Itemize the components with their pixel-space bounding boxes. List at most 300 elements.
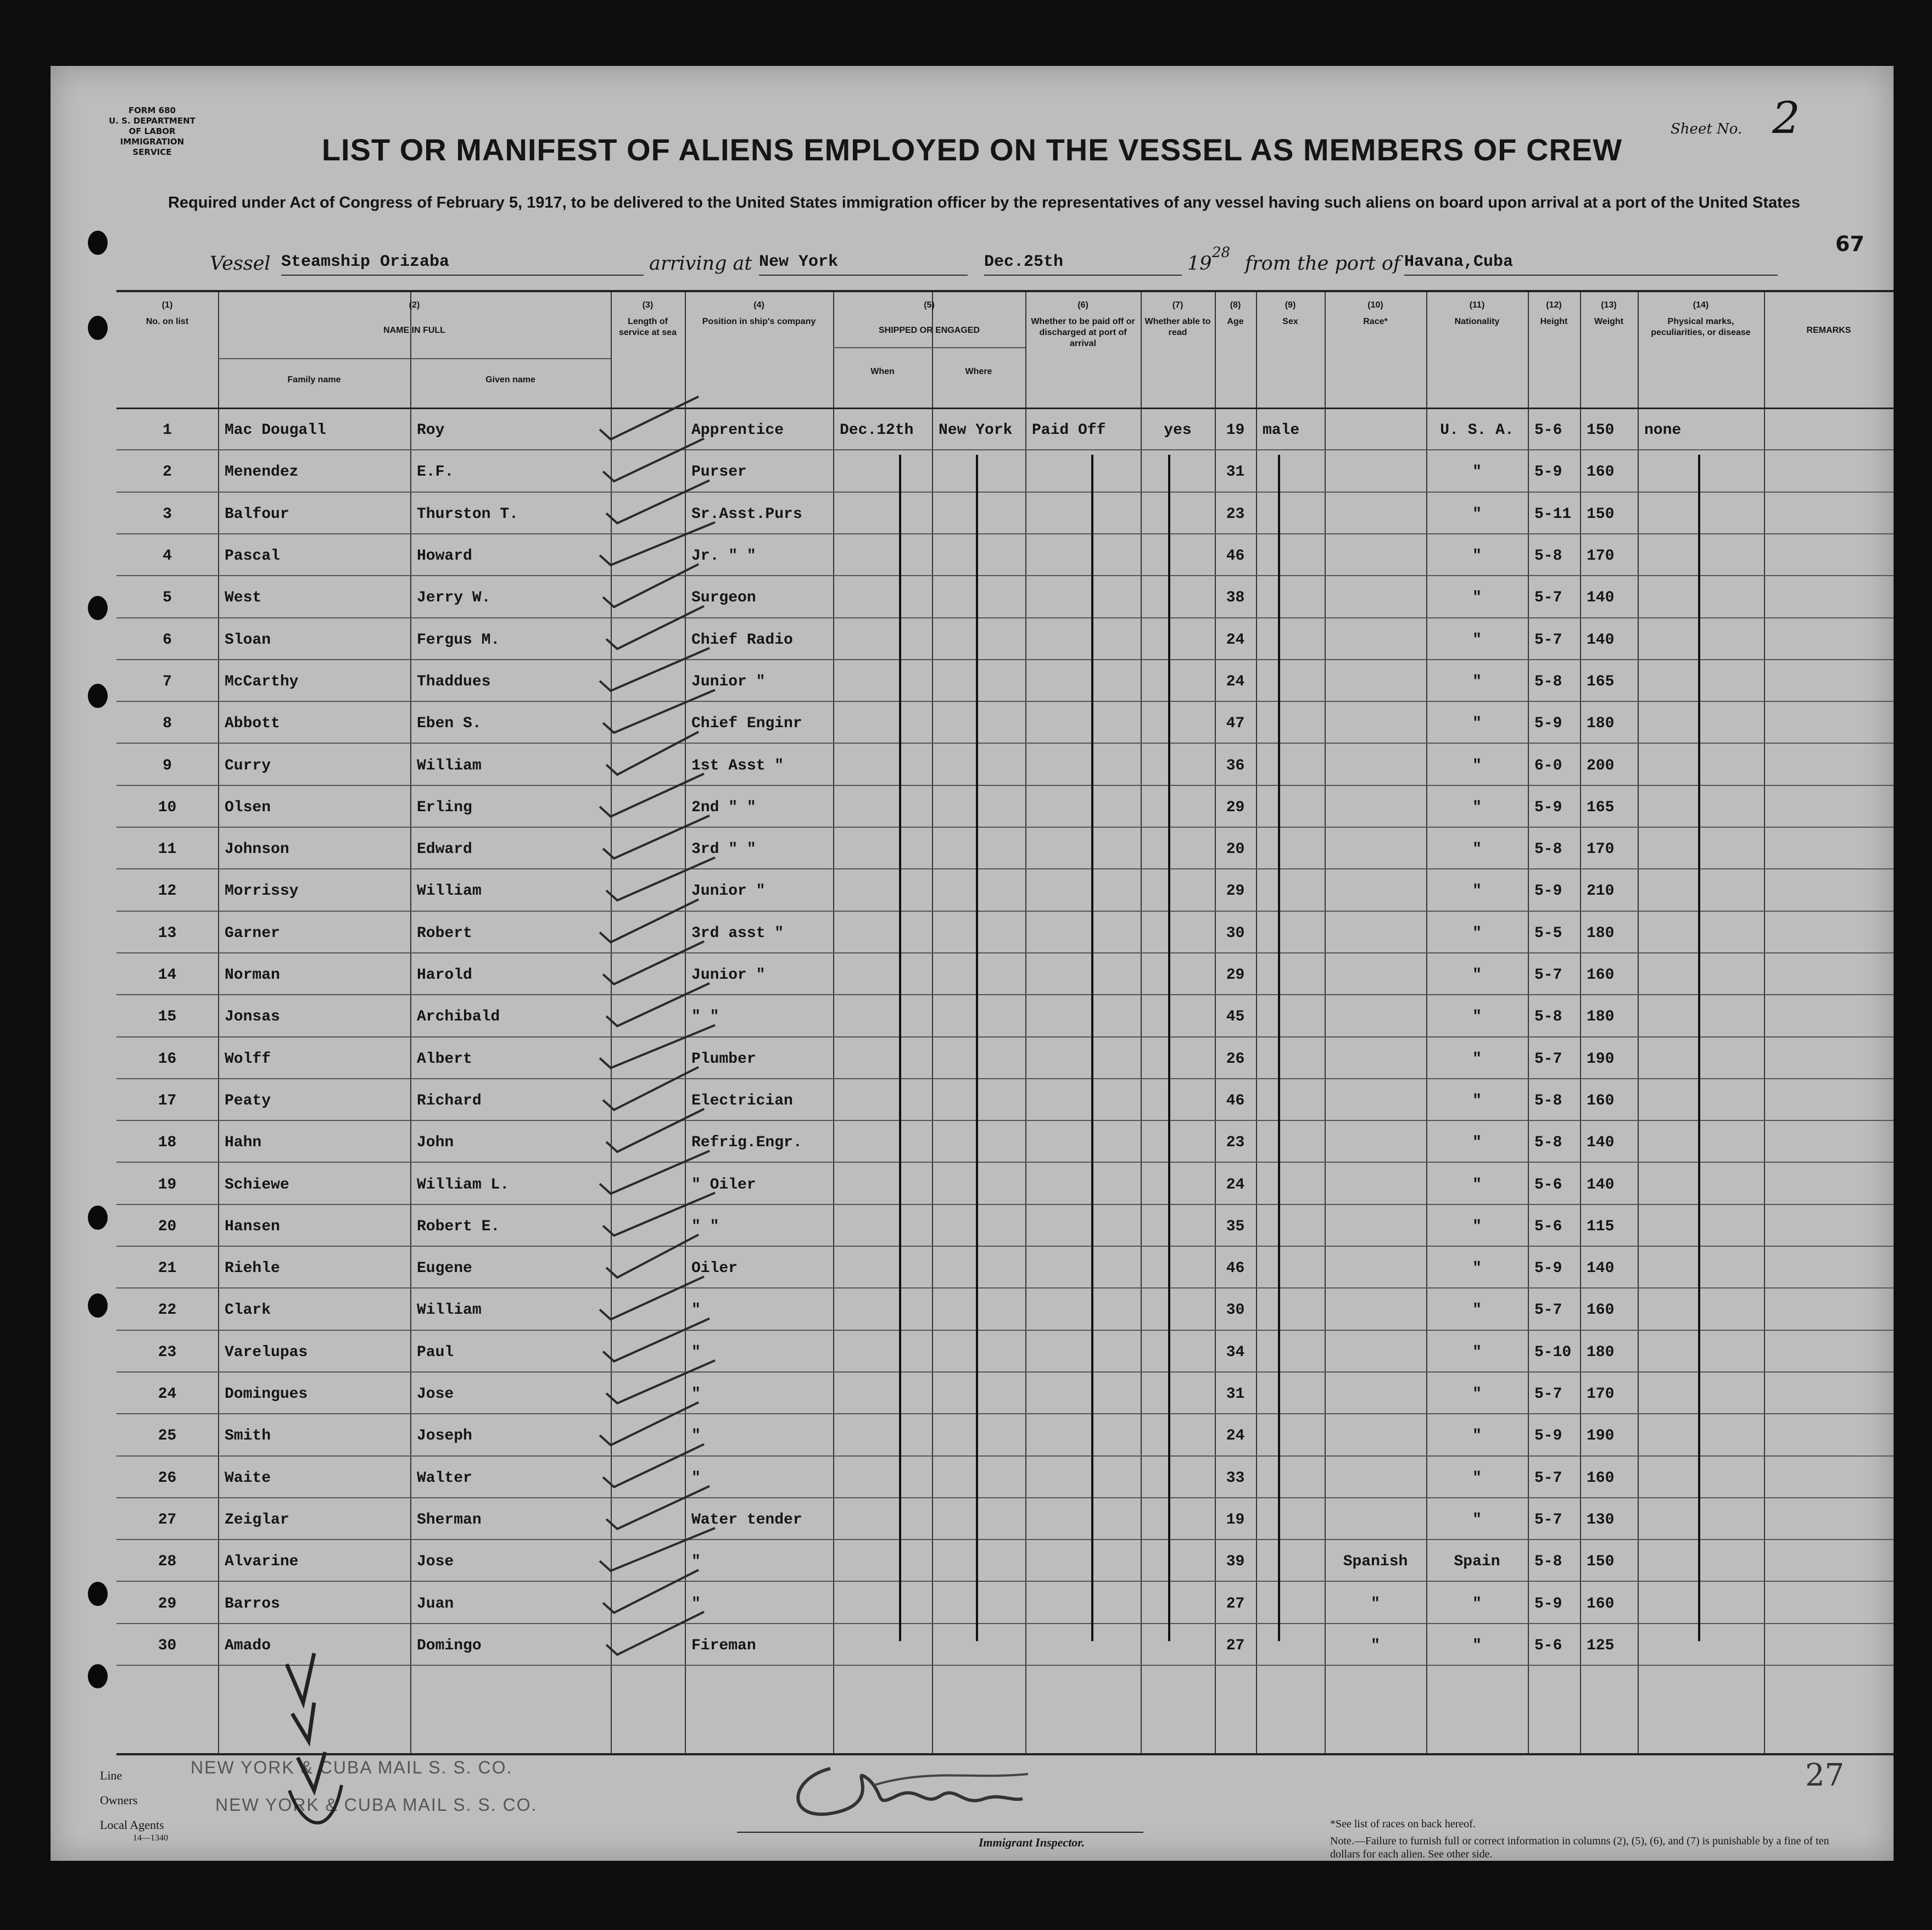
table-row <box>116 1248 1894 1290</box>
cell-age: 29 <box>1226 883 1245 900</box>
tick-mark <box>606 983 710 1026</box>
cell-no: 14 <box>158 967 177 984</box>
form-code: 14—1340 <box>133 1833 168 1843</box>
cell-given: Howard <box>417 548 472 565</box>
cell-nationality: Spain <box>1454 1553 1500 1571</box>
cell-height: 5-11 <box>1534 505 1572 523</box>
owners-stamp: NEW YORK & CUBA MAIL S. S. CO. <box>215 1795 538 1815</box>
cell-height: 5-6 <box>1534 422 1562 439</box>
cell-age: 24 <box>1226 673 1245 690</box>
column-number-c2: (2) <box>409 300 420 310</box>
tick-mark <box>606 1109 704 1152</box>
cell-no: 17 <box>158 1092 177 1109</box>
column-subheader-c5a: When <box>870 367 895 376</box>
cell-no: 10 <box>158 799 177 816</box>
cell-given: Albert <box>417 1050 472 1068</box>
cell-family: Amado <box>225 1637 271 1654</box>
tick-mark <box>603 1444 704 1487</box>
table-row <box>116 1415 1894 1457</box>
cell-weight: 200 <box>1587 757 1615 774</box>
cell-no: 6 <box>163 631 172 649</box>
cell-given: Richard <box>417 1092 482 1109</box>
cell-family: Johnson <box>225 841 289 858</box>
vessel-name: Steamship Orizaba <box>281 253 644 276</box>
cell-nationality: " <box>1472 1050 1482 1068</box>
cell-nationality: " <box>1472 924 1482 942</box>
table-row <box>116 996 1894 1038</box>
column-number-c9: (9) <box>1285 300 1296 310</box>
cell-age: 30 <box>1226 924 1245 942</box>
cell-nationality: " <box>1472 1343 1482 1361</box>
cell-weight: 140 <box>1587 589 1615 607</box>
cell-given: Edward <box>417 841 472 858</box>
cell-nationality: " <box>1472 548 1482 565</box>
cell-no: 4 <box>163 548 172 565</box>
cell-age: 31 <box>1226 464 1245 481</box>
cell-family: Pascal <box>225 548 280 565</box>
cell-no: 30 <box>158 1637 177 1654</box>
cell-height: 5-9 <box>1534 1260 1562 1278</box>
tick-mark <box>603 941 704 984</box>
cell-family: Norman <box>225 967 280 984</box>
cell-weight: 165 <box>1587 673 1615 690</box>
cell-no: 24 <box>158 1386 177 1403</box>
ditto-mark-line <box>1168 455 1170 1641</box>
cell-age: 29 <box>1226 799 1245 816</box>
cell-given: Thaddues <box>417 673 491 690</box>
column-subheader-c5b: Where <box>965 367 992 376</box>
table-row <box>116 451 1894 493</box>
cell-read: yes <box>1164 422 1192 439</box>
cell-no: 9 <box>163 757 172 774</box>
cell-no: 22 <box>158 1302 177 1319</box>
column-header-c12: Height <box>1540 317 1568 326</box>
tick-mark <box>603 1570 699 1613</box>
column-subheader-c2b: Given name <box>485 375 535 384</box>
table-row <box>116 703 1894 745</box>
cell-height: 5-8 <box>1534 1134 1562 1152</box>
year-suffix: 28 <box>1212 244 1231 261</box>
table-row <box>116 1499 1894 1541</box>
cell-age: 23 <box>1226 1134 1245 1152</box>
cell-age: 46 <box>1226 1092 1245 1109</box>
cell-nationality: " <box>1472 1302 1482 1319</box>
cell-weight: 150 <box>1587 505 1615 523</box>
cell-given: Paul <box>417 1343 454 1361</box>
tick-mark <box>603 564 699 607</box>
arrival-port: New York <box>759 253 968 276</box>
tick-mark <box>606 857 715 900</box>
cell-weight: 160 <box>1587 1595 1615 1613</box>
tick-mark <box>603 1067 699 1110</box>
cell-nationality: U. S. A. <box>1440 422 1514 439</box>
column-number-c12: (12) <box>1546 300 1562 310</box>
cell-weight: 170 <box>1587 548 1615 565</box>
cell-weight: 140 <box>1587 1260 1615 1278</box>
cell-no: 27 <box>158 1511 177 1529</box>
cell-nationality: " <box>1472 715 1482 733</box>
cell-weight: 160 <box>1587 1469 1615 1487</box>
cell-no: 2 <box>163 464 172 481</box>
tick-mark <box>606 1486 710 1529</box>
cell-height: 5-7 <box>1534 589 1562 607</box>
cell-family: Varelupas <box>225 1343 308 1361</box>
cell-nationality: " <box>1472 757 1482 774</box>
cell-given: Jose <box>417 1553 454 1571</box>
cell-family: Balfour <box>225 505 289 523</box>
cell-family: Riehle <box>225 1260 280 1278</box>
cell-age: 20 <box>1226 841 1245 858</box>
page-title: LIST OR MANIFEST OF ALIENS EMPLOYED ON THE VESSEL AS MEMBERS OF CREW <box>321 132 1623 167</box>
cell-family: Menendez <box>225 464 299 481</box>
tick-mark <box>606 1235 699 1278</box>
cell-weight: 150 <box>1587 1553 1615 1571</box>
cell-age: 39 <box>1226 1553 1245 1571</box>
cell-height: 5-8 <box>1534 841 1562 858</box>
cell-no: 12 <box>158 883 177 900</box>
cell-given: Juan <box>417 1595 454 1613</box>
cell-age: 35 <box>1226 1218 1245 1235</box>
arrival-date: Dec.25th <box>984 253 1182 276</box>
name-subheader-divider <box>218 358 611 359</box>
cell-no: 20 <box>158 1218 177 1235</box>
cell-age: 24 <box>1226 1427 1245 1445</box>
cell-position: " <box>691 1343 701 1361</box>
cell-family: Wolff <box>225 1050 271 1068</box>
table-row <box>116 1583 1894 1625</box>
cell-age: 30 <box>1226 1302 1245 1319</box>
cell-position: Jr. " " <box>691 548 756 565</box>
cell-family: Morrissy <box>225 883 299 900</box>
cell-age: 36 <box>1226 757 1245 774</box>
cell-no: 7 <box>163 673 172 690</box>
cell-given: Jose <box>417 1386 454 1403</box>
cell-age: 46 <box>1226 1260 1245 1278</box>
year-prefix: 19 <box>1187 253 1212 275</box>
cell-weight: 125 <box>1587 1637 1615 1654</box>
cell-height: 5-6 <box>1534 1218 1562 1235</box>
inspector-signature <box>764 1747 1072 1829</box>
cell-position: 1st Asst " <box>691 757 784 774</box>
cell-where: New York <box>939 422 1013 439</box>
cell-given: Archibald <box>417 1008 500 1026</box>
cell-given: Joseph <box>417 1427 472 1445</box>
line-stamp: NEW YORK & CUBA MAIL S. S. CO. <box>191 1758 513 1777</box>
inspector-label: Immigrant Inspector. <box>979 1836 1085 1849</box>
cell-nationality: " <box>1472 464 1482 481</box>
table-row <box>116 620 1894 661</box>
column-header-c14: Physical marks, peculiarities, or disease <box>1651 317 1751 337</box>
cell-given: Walter <box>417 1469 472 1487</box>
cell-nationality: " <box>1472 631 1482 649</box>
cell-given: Roy <box>417 422 445 439</box>
cell-family: Abbott <box>225 715 280 733</box>
cell-height: 5-5 <box>1534 924 1562 942</box>
cell-no: 21 <box>158 1260 177 1278</box>
cell-height: 5-7 <box>1534 967 1562 984</box>
cell-position: " Oiler <box>691 1176 756 1193</box>
cell-no: 1 <box>163 422 172 439</box>
cell-nationality: " <box>1472 1260 1482 1278</box>
punch-hole <box>88 1206 108 1230</box>
column-number-c3: (3) <box>642 300 654 310</box>
cell-position: " <box>691 1595 701 1613</box>
cell-nationality: " <box>1472 673 1482 690</box>
cell-race: Spanish <box>1343 1553 1408 1571</box>
cell-height: 6-0 <box>1534 757 1562 774</box>
column-header-c8: Age <box>1227 317 1244 326</box>
cell-weight: 115 <box>1587 1218 1615 1235</box>
cell-marks: none <box>1644 422 1682 439</box>
column-header-c10: Race* <box>1363 317 1388 326</box>
cell-family: Peaty <box>225 1092 271 1109</box>
cell-nationality: " <box>1472 1008 1482 1026</box>
ditto-mark-line <box>976 455 978 1641</box>
cell-position: " <box>691 1553 701 1571</box>
cell-position: Water tender <box>691 1511 802 1529</box>
page-subtitle: Required under Act of Congress of February 5, 1917, to be delivered to the United States immigration officer by the representatives of any vessel having such aliens on board upon arrival at a port of the United States <box>167 194 1801 211</box>
cell-given: Thurston T. <box>417 505 518 523</box>
cell-nationality: " <box>1472 883 1482 900</box>
cell-nationality: " <box>1472 1092 1482 1109</box>
cell-height: 5-8 <box>1534 1553 1562 1571</box>
cell-no: 23 <box>158 1343 177 1361</box>
tick-mark <box>600 397 699 439</box>
cell-nationality: " <box>1472 505 1482 523</box>
cell-position: " " <box>691 1008 719 1026</box>
table-row <box>116 955 1894 996</box>
column-number-c5: (5) <box>924 300 935 310</box>
tick-mark <box>600 1276 704 1319</box>
ditto-mark-line <box>1698 455 1700 1641</box>
cell-weight: 130 <box>1587 1511 1615 1529</box>
cell-position: Sr.Asst.Purs <box>691 505 802 523</box>
punch-hole <box>88 231 108 255</box>
tick-mark <box>606 1360 715 1403</box>
cell-height: 5-7 <box>1534 631 1562 649</box>
cell-family: Curry <box>225 757 271 774</box>
table-row <box>116 1625 1894 1667</box>
cell-no: 18 <box>158 1134 177 1152</box>
cell-height: 5-8 <box>1534 673 1562 690</box>
column-header-c1: No. on list <box>146 317 189 326</box>
cell-no: 11 <box>158 841 177 858</box>
cell-family: Hansen <box>225 1218 280 1235</box>
manifest-table <box>116 290 1894 1755</box>
tick-mark <box>603 1193 715 1236</box>
cell-position: Oiler <box>691 1260 738 1278</box>
races-note: *See list of races on back hereof. <box>1330 1818 1476 1830</box>
page-number: 67 <box>1835 232 1864 256</box>
cell-given: Jerry W. <box>417 589 491 607</box>
cell-weight: 160 <box>1587 967 1615 984</box>
ditto-mark-line <box>1278 455 1280 1641</box>
cell-family: Olsen <box>225 799 271 816</box>
table-row <box>116 913 1894 955</box>
arriving-label: arriving at <box>649 253 752 275</box>
cell-height: 5-7 <box>1534 1050 1562 1068</box>
table-row <box>116 1164 1894 1206</box>
cell-age: 29 <box>1226 967 1245 984</box>
column-number-c7: (7) <box>1172 300 1183 310</box>
cell-given: Robert E. <box>417 1218 500 1235</box>
tick-mark <box>600 774 704 817</box>
column-header-c6: Whether to be paid off or discharged at port of arrival <box>1031 317 1135 348</box>
cell-family: Schiewe <box>225 1176 289 1193</box>
sheet-label: Sheet No. <box>1671 121 1743 137</box>
cell-family: Clark <box>225 1302 271 1319</box>
table-row <box>116 1541 1894 1583</box>
column-number-c14: (14) <box>1693 300 1709 310</box>
column-header-c9: Sex <box>1282 317 1298 326</box>
tick-mark <box>606 1612 704 1655</box>
punch-hole <box>88 684 108 708</box>
column-header-c4: Position in ship's company <box>702 317 816 326</box>
cell-age: 23 <box>1226 505 1245 523</box>
cell-height: 5-8 <box>1534 1008 1562 1026</box>
sheet-number: 2 <box>1772 92 1800 143</box>
cell-family: Sloan <box>225 631 271 649</box>
column-header-c11: Nationality <box>1454 317 1500 326</box>
cell-position: 3rd asst " <box>691 924 784 942</box>
table-row <box>116 494 1894 536</box>
cell-age: 33 <box>1226 1469 1245 1487</box>
cell-given: Sherman <box>417 1511 482 1529</box>
form-id: FORM 680 U. S. DEPARTMENT OF LABOR IMMIGRATION SERVICE <box>109 105 196 157</box>
cell-given: Eben S. <box>417 715 482 733</box>
column-header-c2: NAME IN FULL <box>383 326 445 335</box>
tick-mark <box>600 1025 715 1068</box>
cell-position: Chief Radio <box>691 631 793 649</box>
cell-family: West <box>225 589 262 607</box>
cell-given: William L. <box>417 1176 510 1193</box>
tick-mark <box>600 1402 699 1445</box>
cell-position: Surgeon <box>691 589 756 607</box>
cell-no: 26 <box>158 1469 177 1487</box>
tick-mark <box>606 732 699 774</box>
cell-weight: 170 <box>1587 841 1615 858</box>
cell-weight: 180 <box>1587 1008 1615 1026</box>
cell-position: Apprentice <box>691 422 784 439</box>
pencil-checkmarks <box>281 1642 369 1840</box>
cell-position: Fireman <box>691 1637 756 1654</box>
cell-no: 29 <box>158 1595 177 1613</box>
header-divider <box>116 408 1894 409</box>
cell-given: John <box>417 1134 454 1152</box>
departure-port: Havana,Cuba <box>1404 253 1778 276</box>
cell-no: 3 <box>163 505 172 523</box>
cell-family: Barros <box>225 1595 280 1613</box>
cell-nationality: " <box>1472 799 1482 816</box>
cell-given: Eugene <box>417 1260 472 1278</box>
cell-height: 5-6 <box>1534 1637 1562 1654</box>
cell-age: 45 <box>1226 1008 1245 1026</box>
cell-age: 27 <box>1226 1637 1245 1654</box>
cell-nationality: " <box>1472 1386 1482 1403</box>
cell-family: Alvarine <box>225 1553 299 1571</box>
from-port-label: from the port of <box>1245 253 1400 275</box>
cell-position: Junior " <box>691 673 766 690</box>
table-row <box>116 661 1894 703</box>
tick-mark <box>603 438 704 481</box>
cell-nationality: " <box>1472 1469 1482 1487</box>
table-row <box>116 1039 1894 1080</box>
tick-mark <box>600 1528 715 1571</box>
cell-given: Fergus M. <box>417 631 500 649</box>
tick-mark <box>606 481 710 523</box>
cell-nationality: " <box>1472 967 1482 984</box>
cell-height: 5-9 <box>1534 799 1562 816</box>
cell-position: Refrig.Engr. <box>691 1134 802 1152</box>
cell-position: Electrician <box>691 1092 793 1109</box>
table-row <box>116 1374 1894 1415</box>
column-number-c11: (11) <box>1469 300 1485 310</box>
punch-hole <box>88 596 108 620</box>
cell-nationality: " <box>1472 1637 1482 1654</box>
cell-no: 5 <box>163 589 172 607</box>
cell-position: Purser <box>691 464 747 481</box>
cell-height: 5-8 <box>1534 548 1562 565</box>
cell-position: " <box>691 1427 701 1445</box>
cell-nationality: " <box>1472 1427 1482 1445</box>
table-row <box>116 787 1894 829</box>
cell-nationality: " <box>1472 1218 1482 1235</box>
cell-height: 5-9 <box>1534 1595 1562 1613</box>
penalty-note: Note.—Failure to furnish full or correct information in columns (2), (5), (6), and (7) is punishable by a fine of ten dollars for each alien. See other side. <box>1330 1835 1829 1860</box>
cell-height: 5-7 <box>1534 1469 1562 1487</box>
cell-height: 5-6 <box>1534 1176 1562 1193</box>
tick-mark <box>600 648 710 691</box>
cell-family: Zeiglar <box>225 1511 289 1529</box>
corner-number: 27 <box>1805 1758 1845 1793</box>
table-row <box>116 1206 1894 1248</box>
cell-weight: 140 <box>1587 631 1615 649</box>
tick-mark <box>603 816 710 858</box>
cell-age: 34 <box>1226 1343 1245 1361</box>
table-row <box>116 536 1894 577</box>
cell-when: Dec.12th <box>840 422 914 439</box>
cell-weight: 165 <box>1587 799 1615 816</box>
tick-mark <box>600 1151 710 1193</box>
cell-nationality: " <box>1472 589 1482 607</box>
cell-age: 26 <box>1226 1050 1245 1068</box>
cell-given: E.F. <box>417 464 454 481</box>
cell-height: 5-9 <box>1534 883 1562 900</box>
column-subheader-c2a: Family name <box>287 375 341 384</box>
table-row <box>116 1290 1894 1331</box>
cell-position: " " <box>691 1218 719 1235</box>
cell-position: Chief Enginr <box>691 715 802 733</box>
cell-age: 47 <box>1226 715 1245 733</box>
cell-position: Junior " <box>691 883 766 900</box>
punch-hole <box>88 1582 108 1606</box>
table-row <box>116 745 1894 786</box>
table-row <box>116 410 1894 451</box>
ditto-mark-line <box>1091 455 1093 1641</box>
pencil-tick-marks <box>589 386 973 1704</box>
cell-weight: 190 <box>1587 1050 1615 1068</box>
punch-hole <box>88 1664 108 1688</box>
column-number-c1: (1) <box>161 300 173 310</box>
cell-weight: 180 <box>1587 1343 1615 1361</box>
cell-no: 19 <box>158 1176 177 1193</box>
cell-race: " <box>1371 1595 1380 1613</box>
table-row <box>116 1458 1894 1499</box>
cell-nationality: " <box>1472 1595 1482 1613</box>
column-header-c5: SHIPPED OR ENGAGED <box>878 326 980 335</box>
cell-height: 5-7 <box>1534 1386 1562 1403</box>
vessel-label: Vessel <box>210 253 271 275</box>
